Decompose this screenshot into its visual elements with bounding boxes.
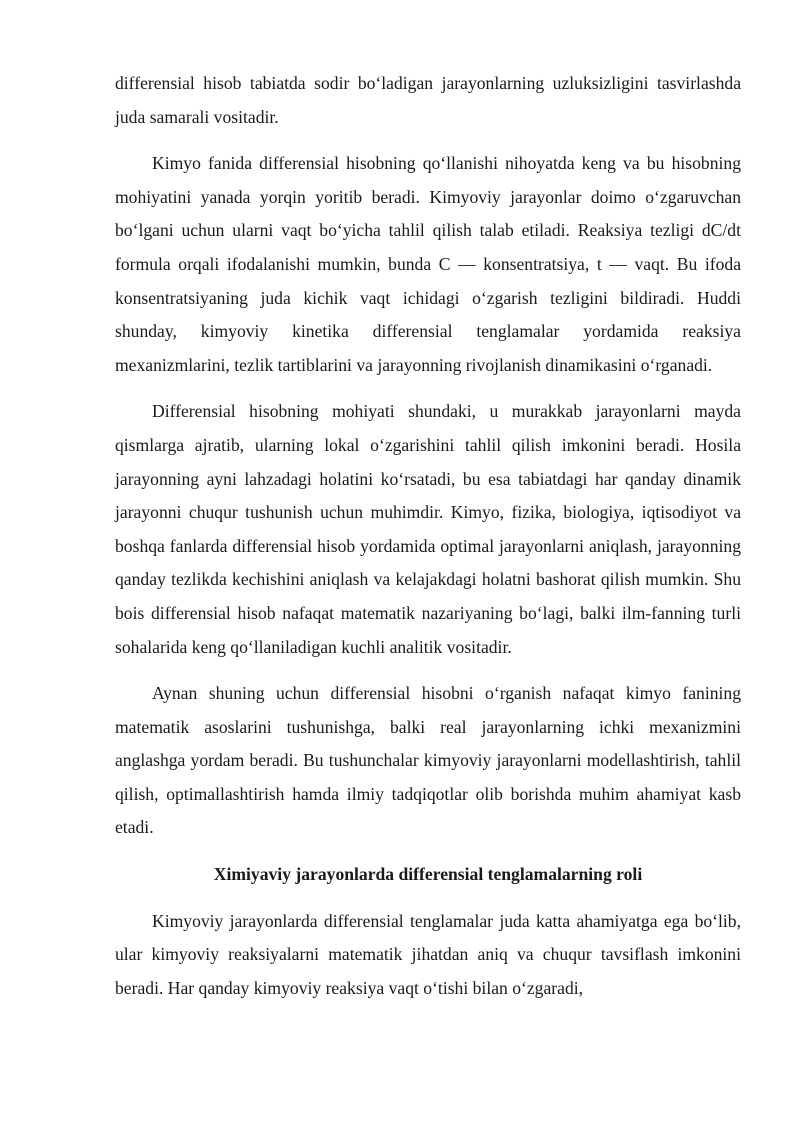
paragraph-chemistry-application: Kimyo fanida differensial hisobning qo‘llanishi nihoyatda keng va bu hisobning mohiyatini yanada yorqin yoritib beradi. Kimyoviy jarayonlar doimo o‘zgaruvchan bo‘lgani uchun ularni vaqt bo‘yicha tahlil qilish talab etiladi. Reaksiya tezligi dC/dt formula orqali ifodalanishi mumkin, bunda C — konsentratsiya, t — vaqt. Bu ifoda konsentratsiyaning juda kichik vaqt ichidagi o‘zgarish tezligini bildiradi. Huddi shunday, kimyoviy kinetika differensial tenglamalar yordamida reaksiya mexanizmlarini, tezlik tartiblarini va jarayonning rivojlanish dinamikasini o‘rganadi. <box>115 153 741 375</box>
paragraph-conclusion: Aynan shuning uchun differensial hisobni o‘rganish nafaqat kimyo fanining matematik asoslarini tushunishga, balki real jarayonlarning ichki mexanizmini anglashga yordam beradi. Bu tushunchalar kimyoviy jarayonlarni modellashtirish, tahlil qilish, optimallashtirish hamda ilmiy tadqiqotlar olib borishda muhim ahamiyat kasb etadi. <box>115 683 741 838</box>
document-page <box>115 67 741 1018</box>
paragraph-essence: Differensial hisobning mohiyati shundaki, u murakkab jarayonlarni mayda qismlarga ajratib, ularning lokal o‘zgarishini tahlil qilish imkonini beradi. Hosila jarayonning ayni lahzadagi holatini ko‘rsatadi, bu esa tabiatdagi har qanday dinamik jarayonni chuqur tushunish uchun muhimdir. Kimyo, fizika, biologiya, iqtisodiyot va boshqa fanlarda differensial hisob yordamida optimal jarayonlarni aniqlash, jarayonning qanday tezlikda kechishini aniqlash va kelajakdagi holatni bashorat qilish mumkin. Shu bois differensial hisob nafaqat matematik nazariyaning bo‘lagi, balki ilm-fanning turli sohalarida keng qo‘llaniladigan kuchli analitik vositadir. <box>115 401 741 657</box>
paragraph-section-intro: Kimyoviy jarayonlarda differensial tenglamalar juda katta ahamiyatga ega bo‘lib, ular kimyoviy reaksiyalarni matematik jihatdan aniq va chuqur tavsiflash imkonini beradi. Har qanday kimyoviy reaksiya vaqt o‘tishi bilan o‘zgaradi, <box>115 910 741 998</box>
paragraph-continuation: differensial hisob tabiatda sodir bo‘ladigan jarayonlarning uzluksizligini tasvirlashda juda samarali vositadir. <box>115 73 741 127</box>
section-heading: Ximiyaviy jarayonlarda differensial tenglamalarning roli <box>213 864 643 885</box>
